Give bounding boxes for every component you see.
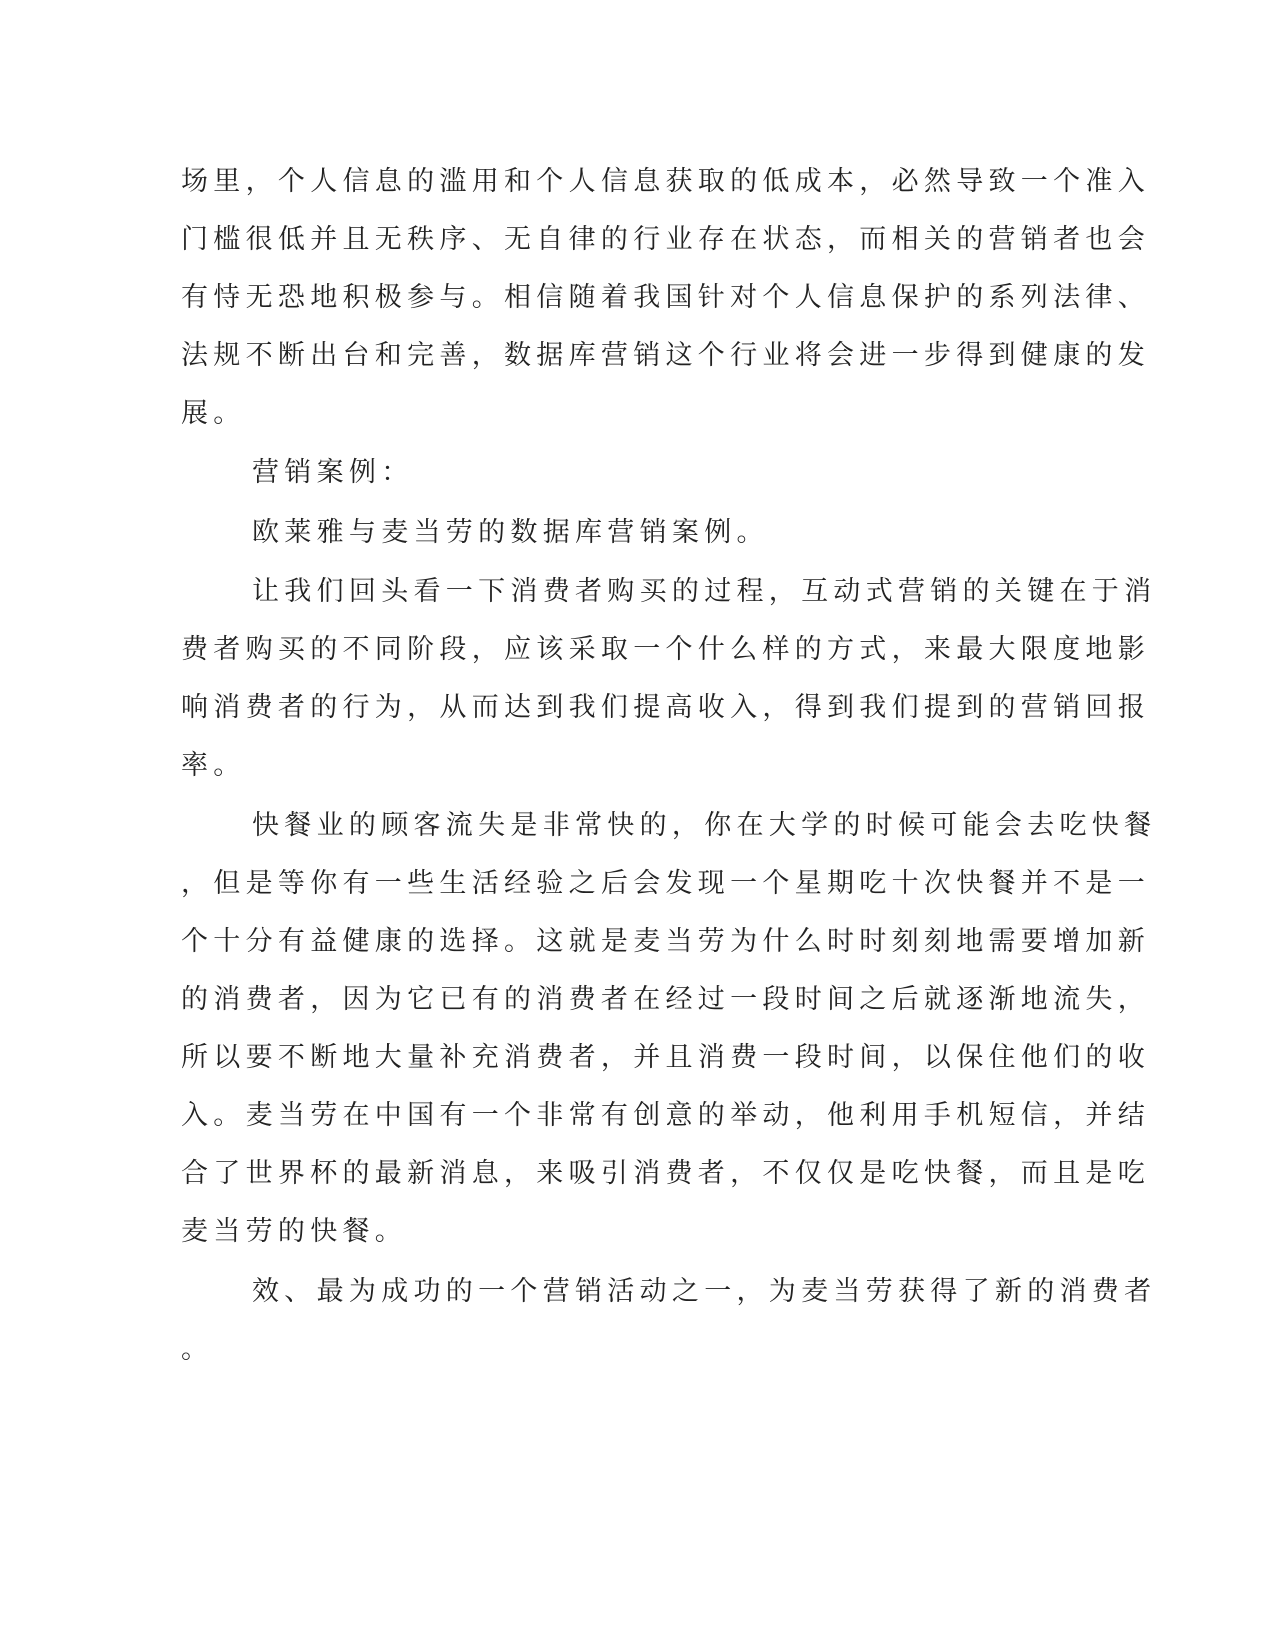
text-line: 法规不断出台和完善，数据库营销这个行业将会进一步得到健康的发 (181, 340, 1150, 371)
text-line: 效、最为成功的一个营销活动之一，为麦当劳获得了新的消费者 (252, 1276, 1157, 1307)
text-line: 让我们回头看一下消费者购买的过程，互动式营销的关键在于消 (252, 576, 1157, 607)
text-line: 展。 (181, 398, 246, 429)
text-line: 。 (181, 1334, 214, 1365)
text-line: 个十分有益健康的选择。这就是麦当劳为什么时时刻刻地需要增加新 (181, 926, 1150, 957)
text-line: 有恃无恐地积极参与。相信随着我国针对个人信息保护的系列法律、 (181, 282, 1150, 313)
text-line: 的消费者，因为它已有的消费者在经过一段时间之后就逐渐地流失， (181, 984, 1150, 1015)
text-line: 费者购买的不同阶段，应该采取一个什么样的方式，来最大限度地影 (181, 634, 1150, 665)
text-line: 快餐业的顾客流失是非常快的，你在大学的时候可能会去吃快餐 (252, 810, 1157, 841)
text-line: 场里，个人信息的滥用和个人信息获取的低成本，必然导致一个准入 (181, 166, 1150, 197)
text-line: 合了世界杯的最新消息，来吸引消费者，不仅仅是吃快餐，而且是吃 (181, 1158, 1150, 1189)
text-line: 响消费者的行为，从而达到我们提高收入，得到我们提到的营销回报 (181, 692, 1150, 723)
case-title: 欧莱雅与麦当劳的数据库营销案例。 (252, 517, 769, 548)
text-line: 门槛很低并且无秩序、无自律的行业存在状态，而相关的营销者也会 (181, 224, 1150, 255)
text-line: 麦当劳的快餐。 (181, 1216, 408, 1247)
text-line: 所以要不断地大量补充消费者，并且消费一段时间，以保住他们的收 (181, 1042, 1150, 1073)
text-line: 入。麦当劳在中国有一个非常有创意的举动，他利用手机短信，并结 (181, 1100, 1150, 1131)
text-line: ，但是等你有一些生活经验之后会发现一个星期吃十次快餐并不是一 (181, 868, 1150, 899)
text-line: 率。 (181, 750, 246, 781)
section-heading: 营销案例： (252, 457, 414, 488)
